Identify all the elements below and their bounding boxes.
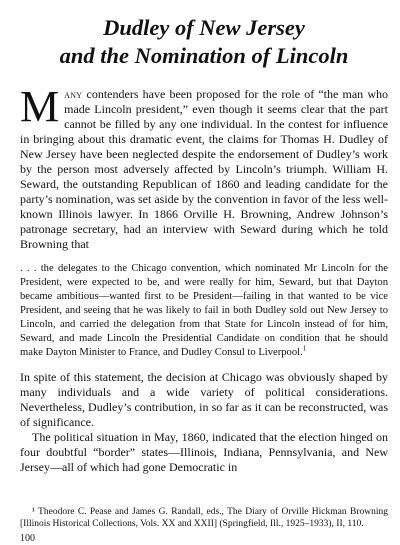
title-line-1: Dudley of New Jersey <box>103 15 305 40</box>
page-number: 100 <box>20 533 35 544</box>
paragraph-3-text: The political situation in May, 1860, indicated that the election hinged on four doubtful “border” states—Illinois, Indiana, Pennsylvania, and New Jersey—all of which had gone Democratic in <box>20 430 388 474</box>
footnote <box>20 506 388 530</box>
footnote-text: ¹ Theodore C. Pease and James G. Randall, eds., The Diary of Orville Hickman Browning [Illinois Historical Collections, Vols. XX and XXII] (Springfield, Ill., 1925–1933), II, 110. <box>20 507 388 529</box>
block-quote <box>20 262 388 360</box>
drop-cap: M <box>20 82 60 131</box>
small-caps-lead: any <box>64 87 83 101</box>
article-page <box>20 14 388 475</box>
paragraph-3 <box>20 430 388 475</box>
article-body <box>20 82 388 475</box>
block-quote-text: . . . the delegates to the Chicago convention, which nominated Mr Lincoln for the President, were expected to be, and were really for him, Seward, but that Dayton became ambitious—wanted first to be President—failing in that wanted to be vice President, and seeing that he was likely to fail in both Dudley sold out New Jersey to Lincoln, and carried the delegation from that State for Lincoln instead of for him, Seward, and made Lincoln the Presidential Candidate on condition that he should make Dayton Minister to France, and Dudley Consul to Liverpool. <box>20 263 388 358</box>
paragraph-2-text: In spite of this statement, the decision at Chicago was obviously shaped by many individuals and a wide variety of political considerations. Nevertheless, Dudley’s contribution, in so far as it can be reconstructed, was of significance. <box>20 370 388 429</box>
paragraph-1 <box>20 82 388 252</box>
paragraph-1-text: contenders have been proposed for the role of “the man who made Lincoln president,” even though it seems clear that the part cannot be filled by any one individual. In the contest for influence in bringing about this dramatic event, the claims for Thomas H. Dudley of New Jersey have been neglected despite the endorsement of Dudley’s work by the person most adversely affected by Lincoln’s triumph. William H. Seward, the outstanding Republican of 1860 and leading candidate for the party’s nomination, was set aside by the convention in favor of the less well-known Illinois lawyer. In 1866 Orville H. Browning, Andrew Johnson’s patronage secretary, had an interview with Seward during which he told Browning that <box>20 87 388 251</box>
paragraph-2 <box>20 370 388 430</box>
article-title <box>20 14 388 70</box>
footnote-marker[interactable]: 1 <box>302 344 307 353</box>
title-line-2: and the Nomination of Lincoln <box>59 43 349 68</box>
